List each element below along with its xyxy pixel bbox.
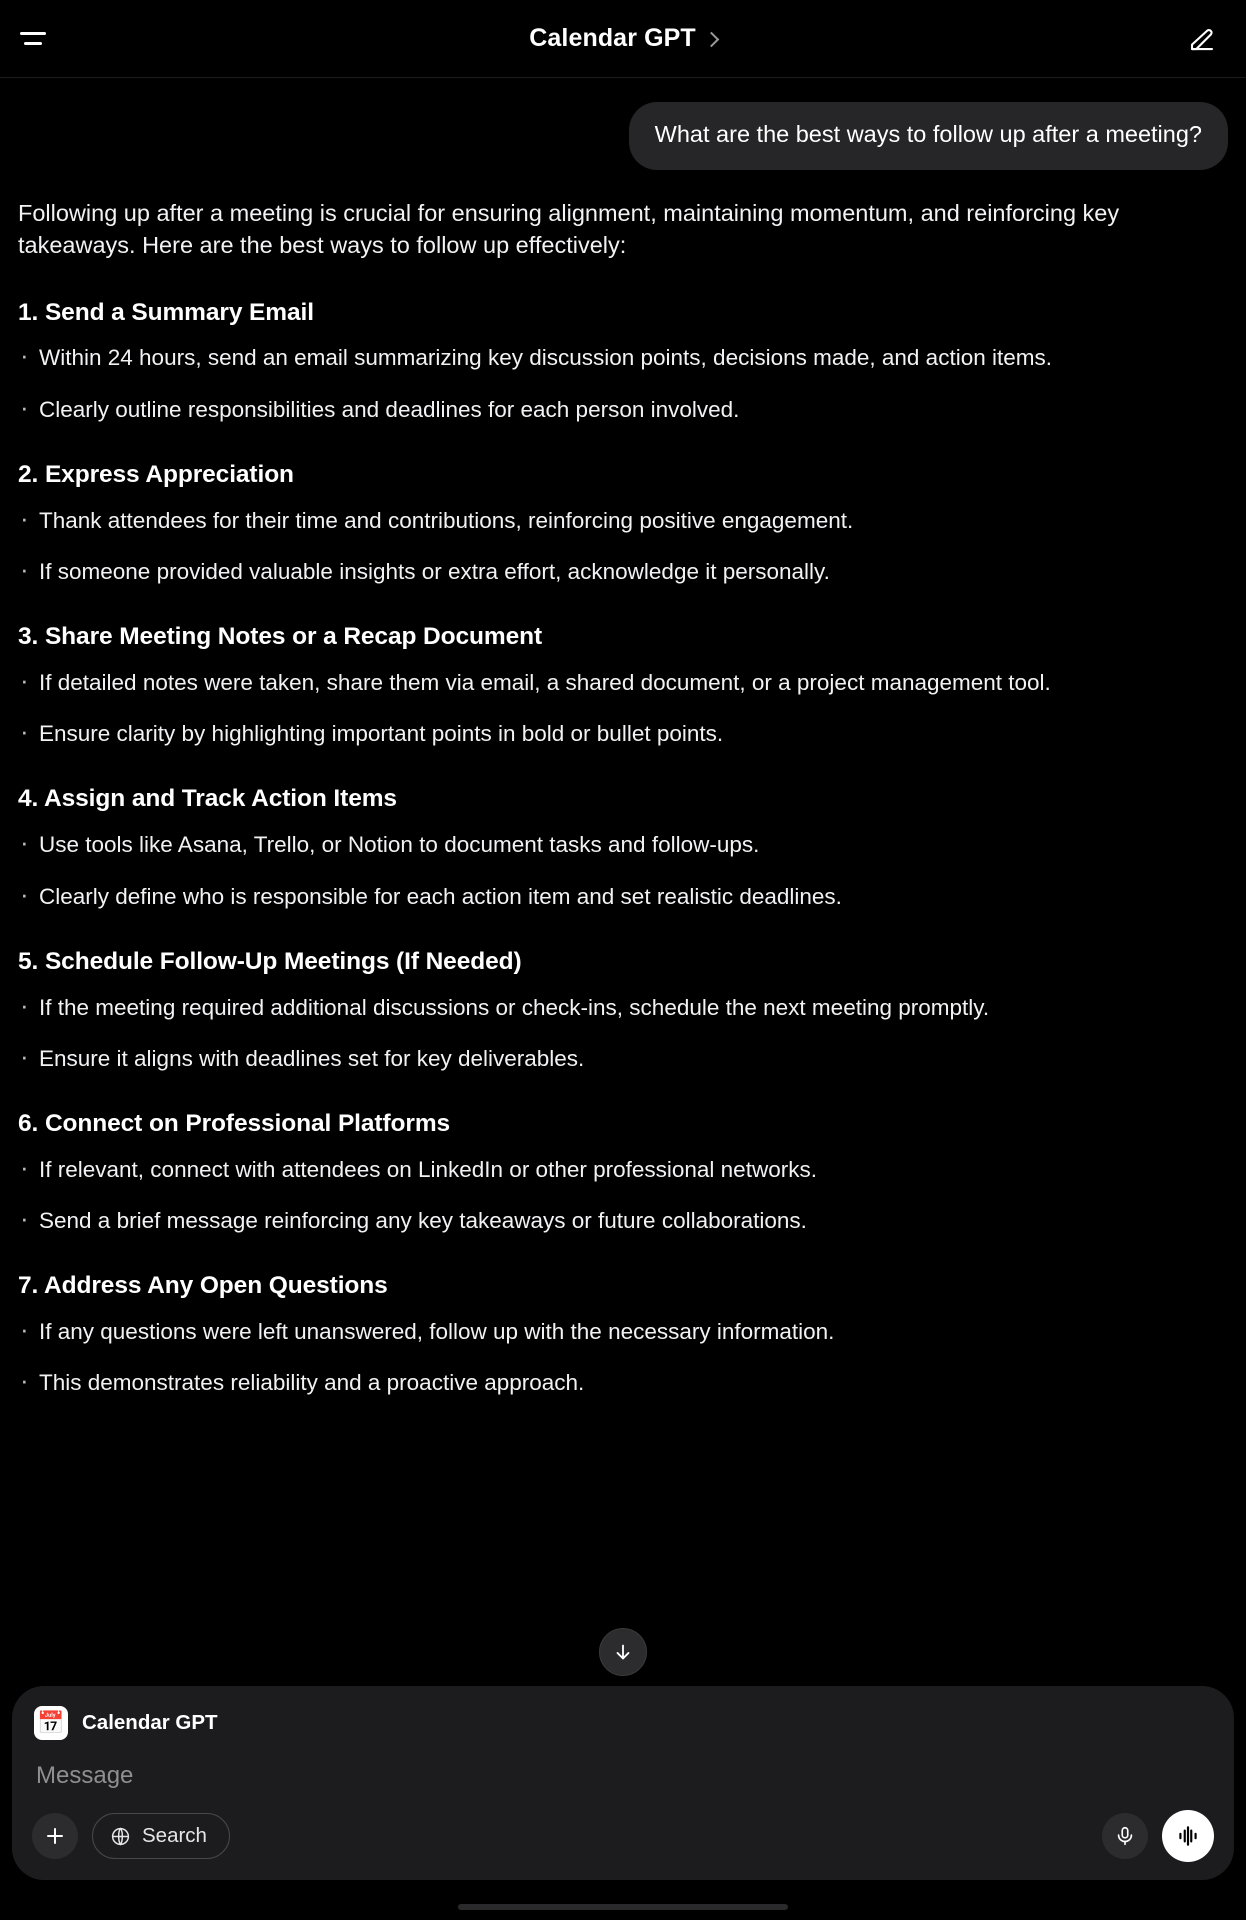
- page-title: Calendar GPT: [529, 24, 696, 52]
- assistant-intro-paragraph: Following up after a meeting is crucial for ensuring alignment, maintaining momentum, and reinforcing key takeaways. Here are the best ways to follow up effectively:: [18, 199, 1120, 259]
- section-heading: 3. Share Meeting Notes or a Recap Document: [18, 623, 543, 651]
- message-input[interactable]: Message: [36, 1762, 134, 1789]
- chevron-right-icon: [703, 31, 719, 47]
- search-tool-label: Search: [142, 1824, 207, 1847]
- app-header: [0, 0, 1246, 78]
- hamburger-menu-icon[interactable]: [10, 16, 56, 62]
- section-bullets: [18, 1155, 1228, 1236]
- list-item: · Ensure clarity by highlighting important points in bold or bullet points.: [18, 719, 1228, 748]
- list-item: · Ensure it aligns with deadlines set for key deliverables.: [18, 1044, 1228, 1073]
- list-item: · Thank attendees for their time and contributions, reinforcing positive engagement.: [18, 506, 1228, 535]
- gpt-title-button[interactable]: [529, 24, 717, 53]
- active-gpt-chip[interactable]: [12, 1700, 1234, 1750]
- user-message-row: [18, 78, 1228, 170]
- list-item: · Within 24 hours, send an email summarizing key discussion points, decisions made, and action items.: [18, 343, 1228, 372]
- list-item: · Use tools like Asana, Trello, or Notion to document tasks and follow-ups.: [18, 830, 1228, 859]
- section-heading: 7. Address Any Open Questions: [18, 1272, 388, 1300]
- list-item: · If relevant, connect with attendees on LinkedIn or other professional networks.: [18, 1155, 1228, 1184]
- section-bullets: [18, 668, 1228, 749]
- section-bullets: [18, 993, 1228, 1074]
- list-item: · If the meeting required additional discussions or check-ins, schedule the next meeting promptly.: [18, 993, 1228, 1022]
- list-item: · This demonstrates reliability and a proactive approach.: [18, 1368, 1228, 1397]
- plus-icon: [43, 1824, 67, 1848]
- globe-icon: [110, 1826, 131, 1847]
- section-bullets: [18, 830, 1228, 911]
- section-heading: 2. Express Appreciation: [18, 460, 294, 488]
- active-gpt-name: Calendar GPT: [82, 1711, 218, 1734]
- section-heading: 6. Connect on Professional Platforms: [18, 1110, 451, 1138]
- composer-toolbar: [12, 1796, 1234, 1864]
- scroll-to-bottom-button[interactable]: [599, 1628, 647, 1676]
- voice-waveform-icon: [1175, 1823, 1201, 1849]
- search-tool-button[interactable]: [92, 1813, 230, 1859]
- section-bullets: [18, 1317, 1228, 1398]
- list-item: · Send a brief message reinforcing any key takeaways or future collaborations.: [18, 1206, 1228, 1235]
- chat-scroll-area[interactable]: [0, 78, 1246, 1686]
- list-item: · Clearly outline responsibilities and deadlines for each person involved.: [18, 395, 1228, 424]
- dictation-button[interactable]: [1102, 1813, 1148, 1859]
- section-bullets: [18, 343, 1228, 424]
- message-composer: [12, 1686, 1234, 1880]
- list-item: · Clearly define who is responsible for each action item and set realistic deadlines.: [18, 882, 1228, 911]
- calendar-emoji-icon: 📅: [34, 1706, 68, 1740]
- compose-new-chat-icon[interactable]: [1180, 17, 1224, 61]
- microphone-icon: [1114, 1825, 1136, 1847]
- user-message-bubble: What are the best ways to follow up after a meeting?: [629, 102, 1228, 170]
- voice-mode-button[interactable]: [1162, 1810, 1214, 1862]
- section-heading: 4. Assign and Track Action Items: [18, 785, 397, 813]
- section-heading: 1. Send a Summary Email: [18, 298, 314, 326]
- section-heading: 5. Schedule Follow-Up Meetings (If Needed): [18, 947, 522, 975]
- list-item: · If someone provided valuable insights or extra effort, acknowledge it personally.: [18, 557, 1228, 586]
- arrow-down-icon: [612, 1641, 634, 1663]
- list-item: · If detailed notes were taken, share them via email, a shared document, or a project management tool.: [18, 668, 1228, 697]
- assistant-message: [18, 170, 1228, 1398]
- section-bullets: [18, 506, 1228, 587]
- home-indicator: [0, 1894, 1246, 1920]
- add-attachment-button[interactable]: [32, 1813, 78, 1859]
- list-item: · If any questions were left unanswered, follow up with the necessary information.: [18, 1317, 1228, 1346]
